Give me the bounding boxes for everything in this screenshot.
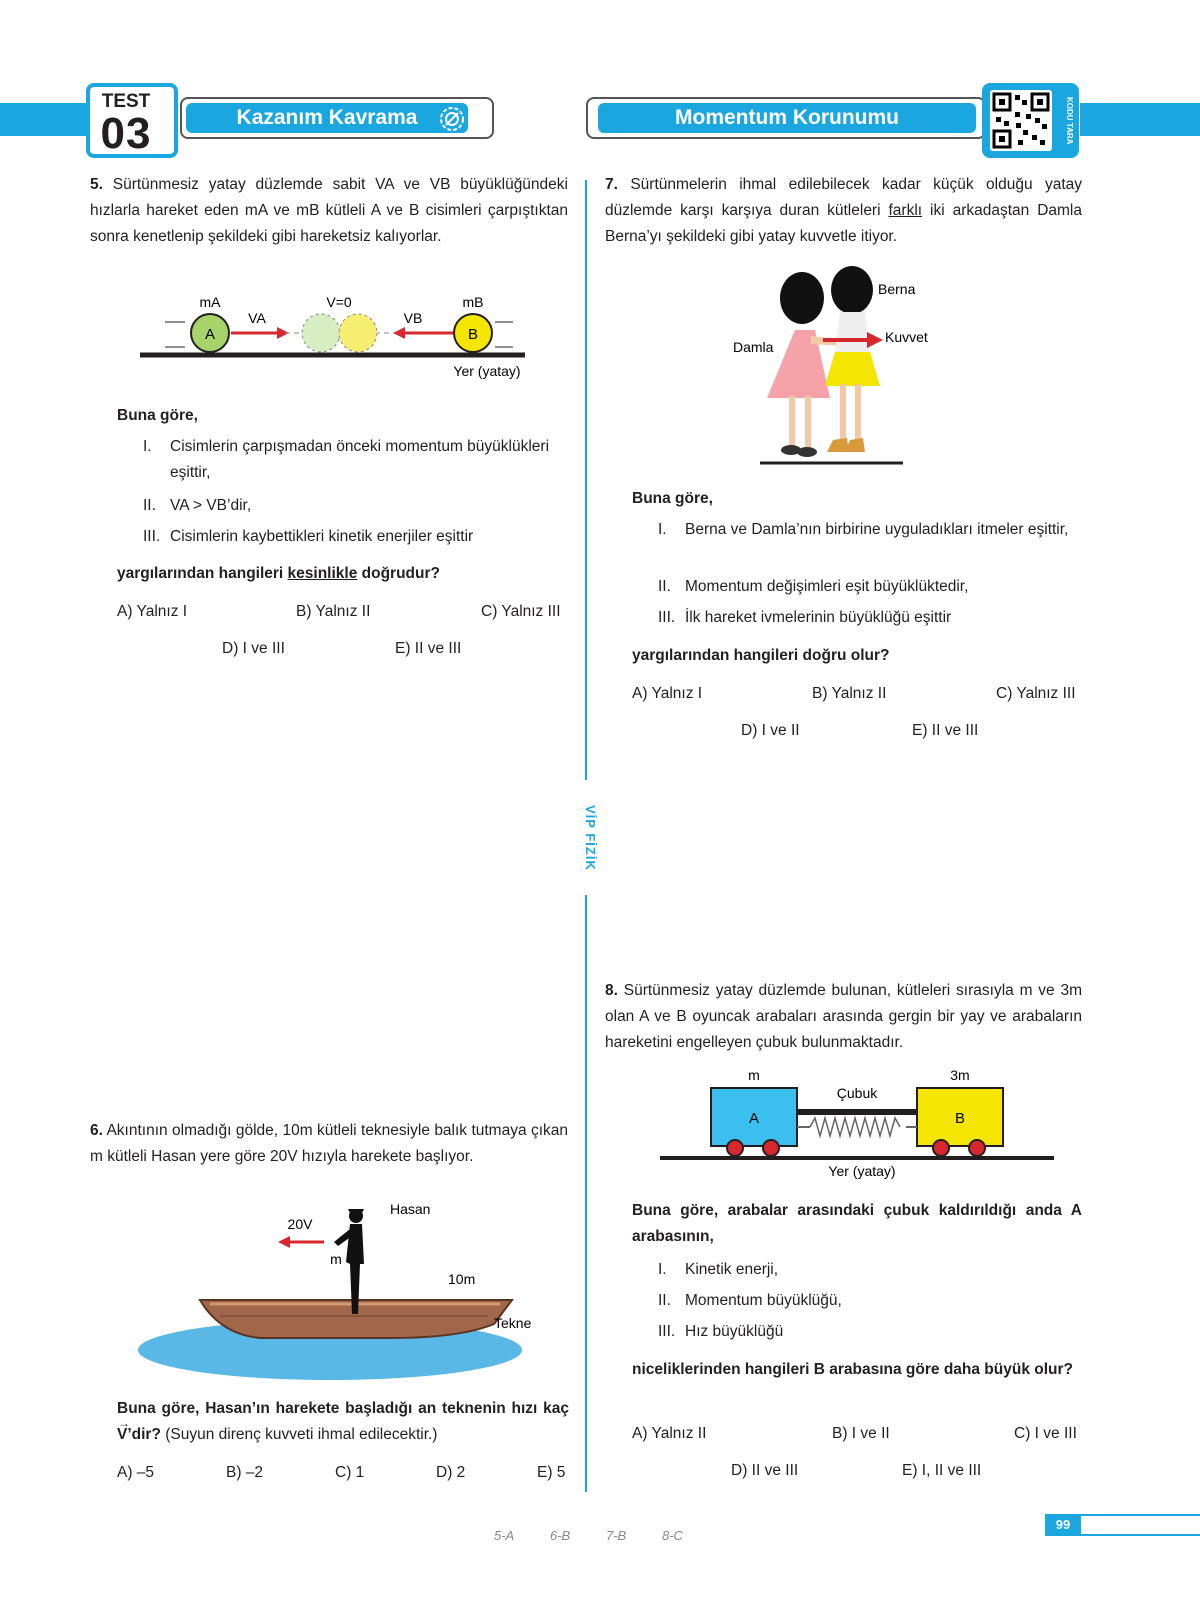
q7-question: yargılarından hangileri doğru olur? [632, 647, 890, 664]
q5-ball-b-label: B [467, 326, 479, 343]
q5-item-1: Cisimlerin çarpışmadan önceki momentum büyüklükleri eşittir, [170, 438, 550, 481]
q5-item-3-num: III. [143, 528, 161, 545]
gear-pencil-icon [438, 105, 466, 133]
q7-text-underline: farklı [888, 202, 923, 219]
q5-ghost-a [302, 314, 340, 352]
q5-ask-post: doğrudur? [357, 565, 440, 582]
q5-stem [90, 172, 568, 250]
q6-person-label: Hasan [390, 1201, 431, 1217]
q8-text: Sürtünmesiz yatay düzlemde bulunan, kütleleri sırasıyla m ve 3m olan A ve B oyuncak arabaları arasında gergin bir yay ve arabaların hareketini engelleyen çubuk bulunmaktadır. [605, 982, 1082, 1051]
left-title-text: Kazanım Kavrama [236, 106, 418, 129]
q8-item-1-num: I. [658, 1261, 667, 1278]
q6-number: 6. [90, 1122, 103, 1139]
q8-option-e[interactable]: E) I, II ve III [902, 1462, 982, 1479]
q7-force-label: Kuvvet [885, 329, 928, 345]
q7-berna-hair [831, 266, 873, 314]
answer-key [494, 1528, 718, 1543]
q8-option-d[interactable]: D) II ve III [731, 1462, 799, 1479]
q7-item-2-num: II. [658, 578, 671, 595]
q5-option-b[interactable]: B) Yalnız II [296, 603, 371, 620]
q5-item-3: Cisimlerin kaybettikleri kinetik enerjiler eşittir [170, 528, 474, 545]
q6-option-e[interactable]: E) 5 [537, 1464, 566, 1481]
q8-lead: Buna göre, arabalar arasındaki çubuk kaldırıldığı anda A arabasının, [632, 1202, 1082, 1245]
q7-text-post: iki arkadaştan Damla Berna’yı şekildeki gibi yatay kuvvetle itiyor. [605, 202, 1082, 245]
q5-item-1-num: I. [143, 438, 152, 455]
q5-option-a[interactable]: A) Yalnız I [117, 603, 188, 620]
q5-velocity-b: VB [403, 310, 423, 326]
q8-item-2-num: II. [658, 1292, 671, 1309]
q5-text: Sürtünmesiz yatay düzlemde sabit VA ve VB büyüklüğündeki hızlarla hareket eden mA ve mB kütleli A ve B cisimleri çarpıştıktan sonra kenetlenip şekildeki gibi hareketsiz kalıyorlar. [90, 176, 568, 245]
header-band-right [1080, 103, 1200, 136]
q7-item-1-num: I. [658, 521, 667, 538]
q8-option-a[interactable]: A) Yalnız II [632, 1425, 707, 1442]
q6-figure [140, 1201, 540, 1380]
q6-vector-v-letter: V [117, 1426, 128, 1443]
q7-stem [605, 172, 1082, 250]
side-label-text: VİP FİZİK [583, 804, 598, 871]
test-word: TEST [101, 91, 151, 112]
q5-ask-underline: kesinlikle [287, 565, 358, 582]
q8-option-c[interactable]: C) I ve III [1014, 1425, 1077, 1442]
q8-figure [658, 1064, 1058, 1184]
q5-ground-label: Yer (yatay) [453, 363, 521, 379]
q7-option-c[interactable]: C) Yalnız III [996, 685, 1076, 702]
left-title [186, 103, 468, 133]
q7-lead: Buna göre, [632, 490, 713, 507]
q5-ask-pre: yargılarından hangileri [117, 565, 288, 582]
q6-mass-person: m [330, 1251, 342, 1267]
q7-item-1: Berna ve Damla’nın birbirine uyguladıkları itmeler eşittir, [685, 521, 1069, 538]
q6-vector-v [117, 1416, 130, 1448]
page-number: 99 [1045, 1514, 1081, 1536]
q6-vector-arrow-icon: → [118, 1416, 130, 1430]
answer-key-item: 5-A [494, 1528, 515, 1543]
q7-item-3-num: III. [658, 609, 676, 626]
q8-ground-label: Yer (yatay) [828, 1163, 896, 1179]
q8-question: niceliklerinden hangileri B arabasına göre daha büyük olur? [632, 1361, 1074, 1378]
q5-velocity-a: VA [248, 310, 266, 326]
q6-stem [90, 1118, 568, 1170]
q5-question [117, 561, 440, 587]
right-title-frame [586, 97, 986, 139]
q8-option-b[interactable]: B) I ve II [832, 1425, 890, 1442]
q8-car-a-label: A [748, 1110, 760, 1127]
q7-number: 7. [605, 176, 618, 193]
q5-mass-b: mB [462, 294, 484, 310]
q8-number: 8. [605, 982, 618, 999]
test-badge [86, 83, 178, 158]
q8-rod [797, 1109, 917, 1115]
q6-boat-label: Tekne [494, 1315, 532, 1331]
qr-badge[interactable] [982, 83, 1079, 158]
answer-key-item: 7-B [606, 1528, 627, 1543]
q5-zero-velocity: V=0 [326, 294, 352, 310]
q5-option-e[interactable]: E) II ve III [395, 640, 462, 657]
q8-item-1: Kinetik enerji, [685, 1261, 779, 1278]
q6-option-d[interactable]: D) 2 [436, 1464, 466, 1481]
q7-berna-skirt [825, 352, 880, 386]
q5-lead: Buna göre, [117, 407, 198, 424]
q7-item-3: İlk hareket ivmelerinin büyüklüğü eşittir [685, 609, 952, 626]
q6-question [117, 1396, 569, 1448]
q6-option-c[interactable]: C) 1 [335, 1464, 365, 1481]
answer-key-item: 8-C [662, 1528, 683, 1543]
qr-code-icon [990, 90, 1052, 151]
q6-velocity-label: 20V [287, 1216, 313, 1232]
q6-text: Akıntının olmadığı gölde, 10m kütleli teknesiyle balık tutmaya çıkan m kütleli Hasan yere göre 20V hızıyla harekete başlıyor. [90, 1122, 569, 1165]
q8-car-b-label: B [954, 1110, 966, 1127]
header-band-left [0, 103, 86, 136]
q7-option-a[interactable]: A) Yalnız I [632, 685, 703, 702]
q6-ask-note: (Suyun direnç kuvveti ihmal edilecektir.) [160, 1426, 438, 1443]
q8-item-3-num: III. [658, 1323, 676, 1340]
right-title-text: Momentum Korunumu [675, 106, 899, 129]
q8-mass-b: 3m [950, 1067, 970, 1083]
q6-ask-bold-2: ’dir? [127, 1426, 161, 1443]
test-number: 03 [100, 109, 152, 158]
right-title [598, 103, 976, 133]
q7-figure [733, 268, 975, 468]
q7-berna-label: Berna [878, 281, 916, 297]
qr-code[interactable] [990, 90, 1052, 151]
q8-spring [810, 1118, 900, 1136]
q6-ask-bold-1: Buna göre, Hasan’ın harekete başladığı an teknenin hızı kaç [117, 1400, 569, 1417]
q5-figure [135, 292, 535, 384]
answer-key-item: 6-B [550, 1528, 571, 1543]
q7-damla-hair [780, 272, 824, 324]
q7-damla-label: Damla [733, 339, 774, 355]
q6-option-b[interactable]: B) –2 [226, 1464, 264, 1481]
q5-number: 5. [90, 176, 103, 193]
q5-ball-a-label: A [204, 326, 216, 343]
q5-mass-a: mA [199, 294, 221, 310]
q6-mass-boat: 10m [448, 1271, 476, 1287]
q5-item-2: VA > VB’dir, [170, 497, 252, 514]
qr-label: KODU TARA [1065, 97, 1074, 145]
q7-option-d[interactable]: D) I ve II [741, 722, 800, 739]
q7-item-2: Momentum değişimleri eşit büyüklüktedir, [685, 578, 969, 595]
q8-mass-a: m [748, 1067, 760, 1083]
q5-option-d[interactable]: D) I ve III [222, 640, 285, 657]
side-label [572, 780, 600, 895]
q8-item-2: Momentum büyüklüğü, [685, 1292, 842, 1309]
q7-option-e[interactable]: E) II ve III [912, 722, 979, 739]
q5-item-2-num: II. [143, 497, 156, 514]
q7-option-b[interactable]: B) Yalnız II [812, 685, 887, 702]
q8-item-3: Hız büyüklüğü [685, 1323, 784, 1340]
q5-ghost-b [339, 314, 377, 352]
q5-option-c[interactable]: C) Yalnız III [481, 603, 561, 620]
q8-stem [605, 978, 1082, 1056]
q6-option-a[interactable]: A) –5 [117, 1464, 155, 1481]
q8-rod-label: Çubuk [836, 1085, 878, 1101]
q7-text-pre: Sürtünmelerin ihmal edilebilecek kadar küçük olduğu yatay düzlemde karşı karşıya duran kütleleri [605, 176, 1082, 219]
q7-berna-shirt [835, 312, 870, 352]
left-title-frame [180, 97, 494, 139]
